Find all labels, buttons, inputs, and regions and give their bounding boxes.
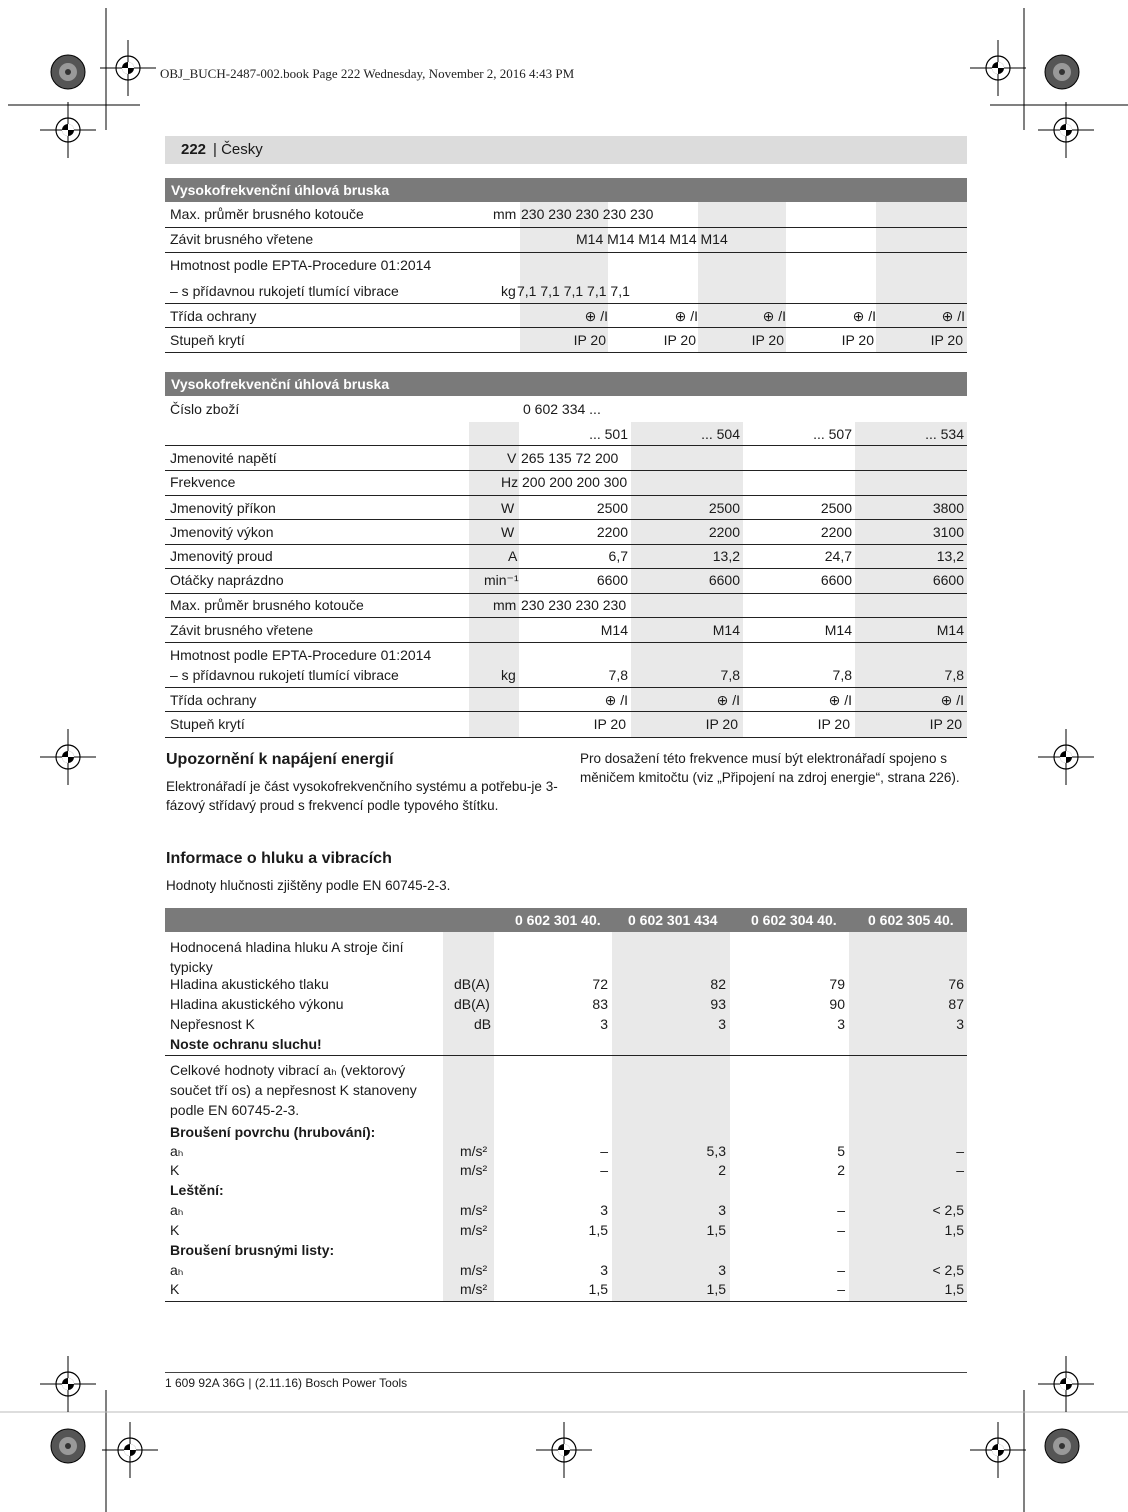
t2-unit-hz: Hz bbox=[501, 474, 519, 490]
t2-thread-2: M14 bbox=[712, 622, 740, 638]
t2-col-507: ... 507 bbox=[813, 426, 852, 442]
t2-current-1: 6,7 bbox=[608, 548, 628, 564]
t1-label-weight: Hmotnost podle EPTA-Procedure 01:2014 bbox=[170, 257, 432, 273]
t1-class-1: ⊕ /I bbox=[584, 308, 608, 324]
noise-col-3: 0 602 304 40. bbox=[751, 912, 837, 928]
vibration-intro: Celkové hodnoty vibrací aₕ (vektorový součet tří os) a nepřesnost K stanoveny podle EN 60745-2-3. bbox=[170, 1062, 417, 1118]
t2-unit-v: V bbox=[507, 450, 517, 466]
power-note-right: Pro dosažení této frekvence musí být elektronářadí spojeno s měničem kmitočtu (viz „Připojení na zdroj energie“, strana 226). bbox=[580, 751, 960, 785]
t2-ip-3: IP 20 bbox=[817, 716, 850, 732]
t2-col-501: ... 501 bbox=[589, 426, 628, 442]
g2-ah-3: – bbox=[837, 1202, 845, 1218]
power-note-left: Elektronářadí je část vysokofrekvenčního systému a potřebu-je 3-fázový střídavý proud s frekvencí podle typového štítku. bbox=[166, 779, 558, 813]
g1-k-1: – bbox=[600, 1162, 608, 1178]
t2-label-speed: Otáčky naprázdno bbox=[170, 572, 284, 588]
t1-class-4: ⊕ /I bbox=[852, 308, 876, 324]
g3-k-2: 1,5 bbox=[706, 1281, 726, 1297]
t2-label-handle: – s přídavnou rukojetí tlumící vibrace bbox=[170, 667, 399, 683]
g2-unit-k: m/s² bbox=[460, 1222, 488, 1238]
t2-ip-4: IP 20 bbox=[929, 716, 962, 732]
t2-unit-min: min⁻¹ bbox=[484, 572, 519, 588]
g3-k-1: 1,5 bbox=[588, 1281, 608, 1297]
g3-ah-4: < 2,5 bbox=[932, 1262, 964, 1278]
wear-protection: Noste ochranu sluchu! bbox=[170, 1036, 322, 1052]
sound-pressure-1: 72 bbox=[592, 976, 608, 992]
sound-label-k: Nepřesnost K bbox=[170, 1016, 255, 1032]
t2-thread-1: M14 bbox=[600, 622, 628, 638]
t2-speed-3: 6600 bbox=[820, 572, 852, 588]
t2-label-input: Jmenovitý příkon bbox=[170, 500, 276, 516]
t2-values-voltage: 265 135 72 200 bbox=[521, 450, 619, 466]
sound-power-3: 90 bbox=[829, 996, 845, 1012]
t2-class-4: ⊕ /I bbox=[940, 692, 964, 708]
t2-output-3: 2200 bbox=[820, 524, 852, 540]
t2-label-thread: Závit brusného vřetene bbox=[170, 622, 314, 638]
t2-current-3: 24,7 bbox=[824, 548, 852, 564]
sound-pressure-3: 79 bbox=[829, 976, 845, 992]
noise-heading: Informace o hluku a vibracích bbox=[166, 850, 392, 867]
t2-current-2: 13,2 bbox=[712, 548, 740, 564]
g3-label-k: K bbox=[170, 1281, 180, 1297]
print-slug: OBJ_BUCH-2487-002.book Page 222 Wednesday, November 2, 2016 4:43 PM bbox=[160, 66, 575, 81]
t2-output-2: 2200 bbox=[708, 524, 740, 540]
t2-speed-1: 6600 bbox=[596, 572, 628, 588]
noise-col-4: 0 602 305 40. bbox=[868, 912, 954, 928]
t1-values-thread: M14 M14 M14 M14 M14 bbox=[576, 231, 728, 247]
t2-label-frequency: Frekvence bbox=[170, 474, 236, 490]
t1-class-2: ⊕ /I bbox=[674, 308, 698, 324]
t2-values-frequency: 200 200 200 300 bbox=[522, 474, 628, 490]
sound-power-4: 87 bbox=[948, 996, 964, 1012]
noise-col-1: 0 602 301 40. bbox=[515, 912, 601, 928]
t2-weight-2: 7,8 bbox=[720, 667, 740, 683]
t2-output-1: 2200 bbox=[596, 524, 628, 540]
t2-unit-a: A bbox=[508, 548, 518, 564]
sound-k-3: 3 bbox=[837, 1016, 845, 1032]
t1-class-5: ⊕ /I bbox=[941, 308, 965, 324]
table2-title: Vysokofrekvenční úhlová bruska bbox=[165, 372, 967, 396]
footer-rule bbox=[165, 1372, 967, 1373]
g1-label-ah: aₕ bbox=[170, 1143, 184, 1159]
t2-speed-4: 6600 bbox=[932, 572, 964, 588]
t2-output-4: 3100 bbox=[932, 524, 964, 540]
g2-ah-1: 3 bbox=[600, 1202, 608, 1218]
t2-label-current: Jmenovitý proud bbox=[170, 548, 273, 564]
t1-ip-5: IP 20 bbox=[930, 332, 963, 348]
g1-k-3: 2 bbox=[837, 1162, 845, 1178]
sound-power-2: 93 bbox=[710, 996, 726, 1012]
t2-weight-1: 7,8 bbox=[608, 667, 628, 683]
t2-class-1: ⊕ /I bbox=[604, 692, 628, 708]
t1-label-class: Třída ochrany bbox=[170, 308, 257, 324]
t1-label-thread: Závit brusného vřetene bbox=[170, 231, 314, 247]
g1-k-2: 2 bbox=[718, 1162, 726, 1178]
group-surface-title: Broušení povrchu (hrubování): bbox=[170, 1124, 376, 1140]
g2-k-2: 1,5 bbox=[706, 1222, 726, 1238]
sound-k-1: 3 bbox=[600, 1016, 608, 1032]
sound-unit-pressure: dB(A) bbox=[454, 976, 490, 992]
table1-title: Vysokofrekvenční úhlová bruska bbox=[165, 178, 967, 202]
g1-label-k: K bbox=[170, 1162, 180, 1178]
sound-intro: Hodnocená hladina hluku A stroje činí typicky bbox=[170, 939, 404, 975]
t2-thread-4: M14 bbox=[936, 622, 964, 638]
page-footer: 1 609 92A 36G | (2.11.16) Bosch Power Tools bbox=[165, 1376, 408, 1390]
t1-label-ip: Stupeň krytí bbox=[170, 332, 245, 348]
noise-table-header bbox=[165, 908, 967, 932]
g2-k-3: – bbox=[837, 1222, 845, 1238]
t2-col-504: ... 504 bbox=[701, 426, 740, 442]
t2-current-4: 13,2 bbox=[936, 548, 964, 564]
g2-unit-ah: m/s² bbox=[460, 1202, 488, 1218]
g3-k-4: 1,5 bbox=[944, 1281, 964, 1297]
sound-unit-power: dB(A) bbox=[454, 996, 490, 1012]
t2-class-3: ⊕ /I bbox=[828, 692, 852, 708]
t2-label-class: Třída ochrany bbox=[170, 692, 257, 708]
t1-values-weight: 7,1 7,1 7,1 7,1 7,1 bbox=[517, 283, 630, 299]
sound-pressure-4: 76 bbox=[948, 976, 964, 992]
t2-unit-w-2: W bbox=[501, 524, 515, 540]
t2-label-ip: Stupeň krytí bbox=[170, 716, 245, 732]
g3-k-3: – bbox=[837, 1281, 845, 1297]
g3-unit-ah: m/s² bbox=[460, 1262, 488, 1278]
t2-input-1: 2500 bbox=[596, 500, 628, 516]
t2-input-2: 2500 bbox=[708, 500, 740, 516]
t1-class-3: ⊕ /I bbox=[762, 308, 786, 324]
page-number: 222 bbox=[181, 141, 207, 158]
g2-ah-2: 3 bbox=[718, 1202, 726, 1218]
t2-label-article: Číslo zboží bbox=[170, 401, 240, 417]
g2-k-1: 1,5 bbox=[588, 1222, 608, 1238]
g3-ah-1: 3 bbox=[600, 1262, 608, 1278]
g2-label-k: K bbox=[170, 1222, 180, 1238]
t2-input-4: 3800 bbox=[932, 500, 964, 516]
g3-ah-2: 3 bbox=[718, 1262, 726, 1278]
g3-unit-k: m/s² bbox=[460, 1281, 488, 1297]
group-polish-title: Leštění: bbox=[170, 1182, 224, 1198]
g3-label-ah: aₕ bbox=[170, 1262, 184, 1278]
t1-ip-3: IP 20 bbox=[751, 332, 784, 348]
noise-col-2: 0 602 301 434 bbox=[628, 912, 718, 928]
t2-weight-4: 7,8 bbox=[944, 667, 964, 683]
t2-label-diameter: Max. průměr brusného kotouče bbox=[170, 597, 364, 613]
sound-label-pressure: Hladina akustického tlaku bbox=[170, 976, 329, 992]
sound-label-power: Hladina akustického výkonu bbox=[170, 996, 344, 1012]
g2-ah-4: < 2,5 bbox=[932, 1202, 964, 1218]
t1-unit-mm: mm bbox=[493, 206, 517, 222]
sound-k-4: 3 bbox=[956, 1016, 964, 1032]
g1-ah-2: 5,3 bbox=[706, 1143, 726, 1159]
t2-values-diameter: 230 230 230 230 bbox=[521, 597, 627, 613]
t1-values-diameter: 230 230 230 230 230 bbox=[521, 206, 654, 222]
g1-unit-ah: m/s² bbox=[460, 1143, 488, 1159]
g1-ah-1: – bbox=[600, 1143, 608, 1159]
sound-k-2: 3 bbox=[718, 1016, 726, 1032]
t1-ip-4: IP 20 bbox=[841, 332, 874, 348]
g1-ah-4: – bbox=[956, 1143, 964, 1159]
t2-weight-3: 7,8 bbox=[832, 667, 852, 683]
page-language: | Česky bbox=[213, 141, 263, 158]
noise-intro: Hodnoty hlučnosti zjištěny podle EN 60745-2-3. bbox=[166, 878, 451, 893]
t2-speed-2: 6600 bbox=[708, 572, 740, 588]
g3-ah-3: – bbox=[837, 1262, 845, 1278]
power-note-heading: Upozornění k napájení energií bbox=[166, 751, 394, 768]
g2-k-4: 1,5 bbox=[944, 1222, 964, 1238]
sound-unit-k: dB bbox=[474, 1016, 492, 1032]
t2-article-prefix: 0 602 334 ... bbox=[523, 401, 601, 417]
t2-unit-w-1: W bbox=[501, 500, 515, 516]
group-sheets-title: Broušení brusnými listy: bbox=[170, 1242, 335, 1258]
t2-thread-3: M14 bbox=[824, 622, 852, 638]
t2-unit-mm: mm bbox=[493, 597, 517, 613]
t2-label-voltage: Jmenovité napětí bbox=[170, 450, 277, 466]
t2-ip-2: IP 20 bbox=[705, 716, 738, 732]
page-header bbox=[165, 136, 967, 164]
t1-ip-2: IP 20 bbox=[663, 332, 696, 348]
t2-input-3: 2500 bbox=[820, 500, 852, 516]
t2-col-534: ... 534 bbox=[925, 426, 964, 442]
sound-pressure-2: 82 bbox=[710, 976, 726, 992]
t2-ip-1: IP 20 bbox=[593, 716, 626, 732]
g1-ah-3: 5 bbox=[837, 1143, 845, 1159]
t1-unit-kg: kg bbox=[501, 283, 516, 299]
t2-unit-kg: kg bbox=[501, 667, 516, 683]
t1-label-handle: – s přídavnou rukojetí tlumící vibrace bbox=[170, 283, 399, 299]
sound-power-1: 83 bbox=[592, 996, 608, 1012]
t2-class-2: ⊕ /I bbox=[716, 692, 740, 708]
t1-ip-1: IP 20 bbox=[573, 332, 606, 348]
g2-label-ah: aₕ bbox=[170, 1202, 184, 1218]
t2-label-weight: Hmotnost podle EPTA-Procedure 01:2014 bbox=[170, 647, 432, 663]
t1-label-diameter: Max. průměr brusného kotouče bbox=[170, 206, 364, 222]
g1-unit-k: m/s² bbox=[460, 1162, 488, 1178]
t2-label-output: Jmenovitý výkon bbox=[170, 524, 274, 540]
g1-k-4: – bbox=[956, 1162, 964, 1178]
